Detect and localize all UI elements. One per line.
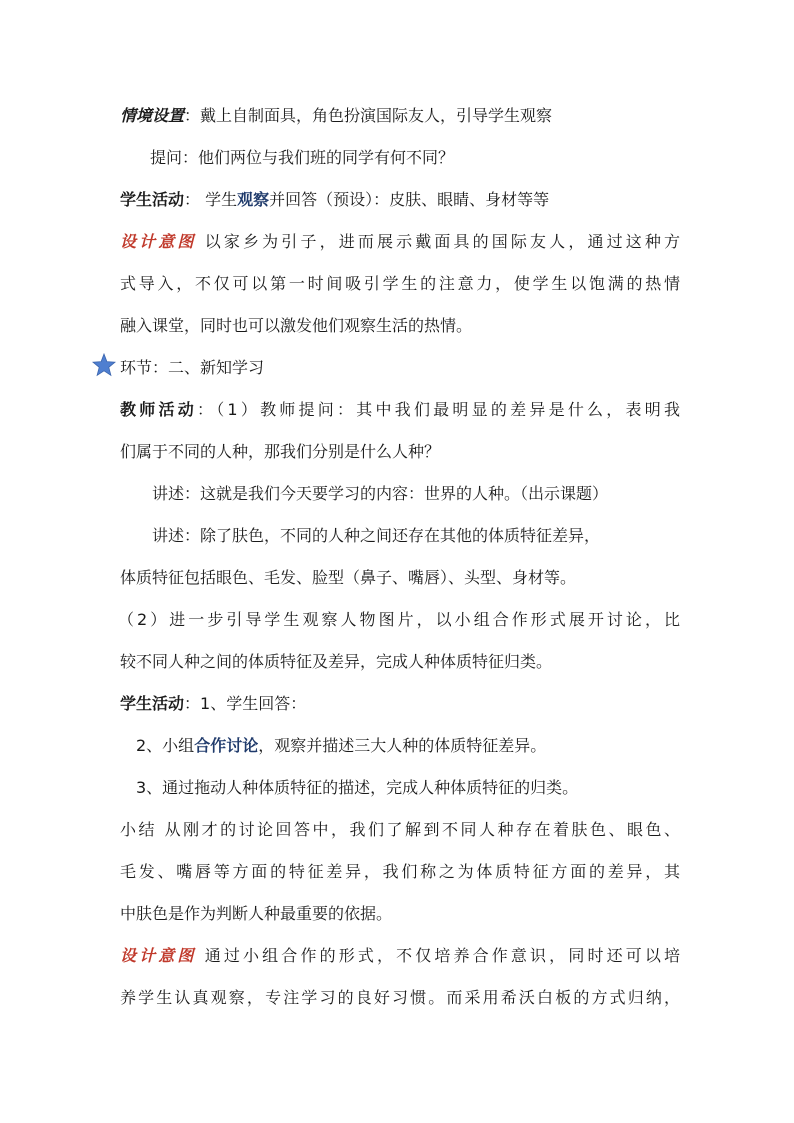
line-design-intent-5 <box>120 984 680 1012</box>
line-summary-1 <box>120 816 680 844</box>
line-teacher-activity-1 <box>120 396 680 424</box>
line-student-item-3 <box>136 774 794 802</box>
line-summary-2 <box>120 858 680 886</box>
student-item-2-post: ，观察并描述三大人种的体质特征差异。 <box>258 736 547 755</box>
teacher-activity-label: 教师活动 <box>120 400 197 419</box>
line-design-intent-4 <box>120 942 680 970</box>
line-teacher-activity-2 <box>120 438 794 466</box>
question-text: 提问：他们两位与我们班的同学有何不同？ <box>150 148 455 167</box>
line-design-intent-2 <box>120 270 680 298</box>
line-student-item-2 <box>136 732 794 760</box>
summary-text-3: 中肤色是作为判断人种最重要的依据。 <box>120 904 393 923</box>
line-step-2-a <box>118 606 680 634</box>
line-step-2-b <box>120 648 794 676</box>
observe-highlight: 观察 <box>237 190 270 209</box>
line-design-intent-3 <box>120 312 794 340</box>
step-2-text-a: （2）进一步引导学生观察人物图片，以小组合作形式展开讨论，比 <box>118 610 680 629</box>
line-student-activity-1 <box>120 186 794 214</box>
design-intent-text-2: 式导入，不仅可以第一时间吸引学生的注意力，使学生以饱满的热情 <box>120 274 680 293</box>
design-intent-label-2: 设计意图 <box>120 946 197 965</box>
star-icon <box>92 353 116 377</box>
teacher-activity-text-2: 们属于不同的人种，那我们分别是什么人种？ <box>120 442 441 461</box>
narration-text-1: 讲述：这就是我们今天要学习的内容：世界的人种。（出示课题） <box>152 484 609 503</box>
scenario-setting-label: 情境设置 <box>120 106 185 125</box>
student-activity-label-2: 学生活动 <box>120 694 185 713</box>
line-question <box>150 144 794 172</box>
group-discussion-highlight: 合作讨论 <box>194 736 259 755</box>
design-intent-label: 设计意图 <box>120 232 197 251</box>
line-narration-3 <box>120 564 794 592</box>
line-summary-3 <box>120 900 794 928</box>
summary-text-1: 小结 从刚才的讨论回答中，我们了解到不同人种存在着肤色、眼色、 <box>120 820 680 839</box>
step-2-text-b: 较不同人种之间的体质特征及差异，完成人种体质特征归类。 <box>120 652 553 671</box>
section-heading-text: 环节：二、新知学习 <box>120 358 265 377</box>
student-item-3-text: 3、通过拖动人种体质特征的描述，完成人种体质特征的归类。 <box>136 778 579 797</box>
line-student-activity-2 <box>120 690 794 718</box>
design-intent-text-4: 通过小组合作的形式，不仅培养合作意识，同时还可以培 <box>196 946 680 965</box>
student-activity-colon: ： <box>184 190 201 209</box>
summary-text-2: 毛发、嘴唇等方面的特征差异，我们称之为体质特征方面的差异，其 <box>120 862 680 881</box>
student-activity-text-2: ：1、学生回答： <box>184 694 307 713</box>
line-narration-2 <box>152 522 794 550</box>
line-scenario-setting <box>120 102 794 130</box>
design-intent-text: 以家乡为引子，进而展示戴面具的国际友人，通过这种方 <box>196 232 680 251</box>
student-activity-label: 学生活动 <box>120 190 185 209</box>
narration-text-2: 讲述：除了肤色，不同的人种之间还存在其他的体质特征差异， <box>152 526 601 545</box>
line-narration-1 <box>152 480 794 508</box>
narration-text-3: 体质特征包括眼色、毛发、脸型（鼻子、嘴唇）、头型、身材等。 <box>120 568 577 587</box>
line-design-intent-1 <box>120 228 680 256</box>
student-activity-post: 并回答（预设）：皮肤、眼睛、身材等等 <box>269 190 550 209</box>
design-intent-text-3: 融入课堂，同时也可以激发他们观察生活的热情。 <box>120 316 473 335</box>
student-activity-pre: 学生 <box>205 190 238 209</box>
scenario-setting-text: ：戴上自制面具，角色扮演国际友人，引导学生观察 <box>184 106 553 125</box>
teacher-activity-text: ：（1）教师提问：其中我们最明显的差异是什么，表明我 <box>196 400 680 419</box>
design-intent-text-5: 养学生认真观察，专注学习的良好习惯。而采用希沃白板的方式归纳， <box>120 988 680 1007</box>
line-section-heading <box>120 354 794 382</box>
student-item-2-pre: 2、小组 <box>136 736 195 755</box>
